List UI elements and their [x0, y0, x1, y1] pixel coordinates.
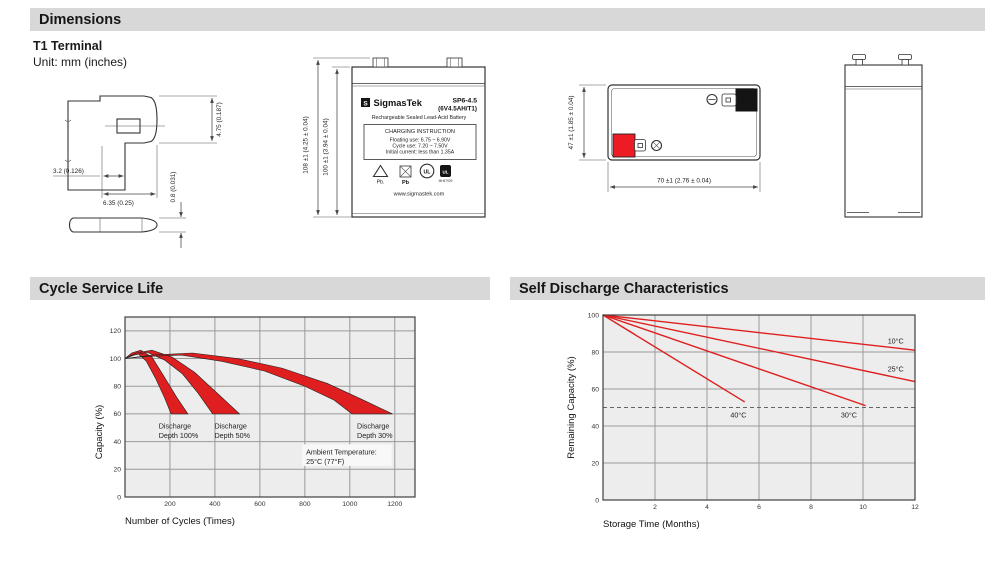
- ul-file-number: MH47929: [438, 178, 453, 183]
- dim-label-3-2: 3.2 (0.126): [53, 168, 84, 175]
- charging-line-3: Initial current: less than 1.35A: [385, 149, 455, 156]
- chart-canvas: [540, 300, 990, 555]
- svg-text:0: 0: [117, 494, 121, 502]
- svg-text:40°C: 40°C: [730, 410, 747, 420]
- terminal-dim-thickness: [159, 172, 186, 248]
- svg-text:80: 80: [591, 349, 599, 357]
- section-header-dimensions: [30, 8, 985, 31]
- side-terminal-right: [899, 55, 912, 60]
- section-header-self-discharge: [510, 277, 985, 300]
- battery-side-outline: [845, 55, 922, 218]
- svg-text:10: 10: [859, 504, 867, 511]
- unit-note: Unit: mm (inches): [33, 55, 128, 69]
- svg-text:100: 100: [109, 355, 121, 363]
- svg-text:Depth 50%: Depth 50%: [214, 430, 251, 440]
- svg-text:UL: UL: [423, 169, 431, 176]
- dim-label-70: 70 ±1 (2.76 ± 0.04): [657, 177, 711, 185]
- svg-text:4: 4: [705, 504, 709, 511]
- svg-text:Discharge: Discharge: [357, 421, 390, 431]
- svg-text:0: 0: [595, 497, 599, 505]
- svg-text:Pb: Pb: [401, 180, 410, 186]
- svg-text:40: 40: [113, 438, 121, 446]
- section-header-cycle-service-life: [30, 277, 490, 300]
- dim-label-47: 47 ±1 (1.85 ± 0.04): [568, 95, 575, 150]
- self-discharge-title: Self Discharge Characteristics: [519, 280, 729, 297]
- model-number: SP6-4.5: [452, 97, 477, 105]
- brand-name: SigmasTek: [373, 98, 422, 108]
- svg-text:2: 2: [653, 504, 657, 511]
- cycle-title: Cycle Service Life: [39, 280, 164, 297]
- front-terminal-left: [373, 58, 388, 67]
- terminal-detail-drawing: [45, 88, 265, 250]
- svg-text:20: 20: [591, 460, 599, 468]
- brand-logo-letter: S: [363, 100, 368, 108]
- model-spec: (6V4.5AH/T1): [438, 105, 477, 113]
- svg-text:Depth 100%: Depth 100%: [158, 430, 199, 440]
- svg-text:Ambient Temperature:: Ambient Temperature:: [306, 447, 377, 457]
- charging-title: CHARGING INSTRUCTION: [385, 129, 455, 135]
- dim-label-6-35: 6.35 (0.25): [103, 200, 134, 207]
- svg-text:800: 800: [299, 501, 311, 508]
- terminal-dim-height: [159, 96, 223, 143]
- front-terminal-right: [447, 58, 462, 67]
- svg-text:25°C (77°F): 25°C (77°F): [306, 456, 345, 466]
- battery-type-line: Rechargeable Sealed Lead-Acid Battery: [371, 115, 467, 121]
- svg-text:Storage Time (Months): Storage Time (Months): [603, 519, 700, 530]
- svg-text:Remaining Capacity (%): Remaining Capacity (%): [566, 356, 577, 459]
- svg-text:100: 100: [587, 312, 599, 320]
- svg-text:600: 600: [254, 501, 266, 508]
- terminal-type-label: T1 Terminal: [33, 39, 103, 53]
- charging-line-1: Floating use: 6.75 ~ 6.90V: [389, 137, 451, 144]
- dim-label-108: 108 ±1 (4.25 ± 0.04): [302, 116, 310, 174]
- svg-text:80: 80: [113, 383, 121, 391]
- svg-text:UL: UL: [442, 169, 449, 175]
- svg-text:120: 120: [109, 328, 121, 336]
- svg-text:60: 60: [591, 386, 599, 394]
- battery-front-view-drawing: [300, 45, 502, 232]
- dim-label-100: 100 ±1 (3.94 ± 0.04): [322, 118, 330, 176]
- svg-text:12: 12: [911, 504, 919, 511]
- battery-side-view-drawing: [835, 45, 925, 232]
- svg-text:1200: 1200: [387, 501, 403, 508]
- charging-line-2: Cycle use: 7.20 ~ 7.50V: [392, 143, 448, 150]
- battery-top-view-drawing: [565, 58, 800, 210]
- ul-listed-mark-icon: [439, 165, 453, 183]
- svg-text:10°C: 10°C: [887, 336, 904, 346]
- dim-label-4-75: 4.75 (0.187): [216, 102, 223, 137]
- svg-text:200: 200: [164, 501, 176, 508]
- chart-canvas: [80, 300, 510, 555]
- svg-text:8: 8: [809, 504, 813, 511]
- dim-label-0-8: 0.8 (0.031): [170, 171, 177, 203]
- svg-text:Capacity (%): Capacity (%): [94, 404, 105, 460]
- svg-text:60: 60: [113, 411, 121, 419]
- svg-text:20: 20: [113, 466, 121, 474]
- svg-text:30°C: 30°C: [840, 410, 857, 420]
- svg-text:40: 40: [591, 423, 599, 431]
- website-text: www.sigmastek.com: [393, 191, 445, 198]
- cycle-service-life-chart: [80, 300, 510, 555]
- svg-text:Discharge: Discharge: [214, 421, 247, 431]
- svg-text:400: 400: [209, 501, 221, 508]
- self-discharge-chart: [540, 300, 990, 555]
- svg-text:25°C: 25°C: [887, 364, 904, 374]
- dimensions-title: Dimensions: [39, 11, 122, 28]
- side-terminal-left: [853, 55, 866, 60]
- top-dim-height: [568, 85, 606, 160]
- svg-text:Pb.: Pb.: [376, 179, 385, 186]
- svg-text:Number of Cycles (Times): Number of Cycles (Times): [125, 516, 235, 527]
- terminal-strip-shape: [70, 218, 158, 232]
- svg-text:1000: 1000: [342, 501, 358, 508]
- terminal-type-block: [33, 38, 127, 70]
- svg-text:Depth 30%: Depth 30%: [357, 430, 393, 440]
- svg-text:6: 6: [757, 504, 761, 511]
- svg-text:Discharge: Discharge: [158, 421, 192, 431]
- top-dim-width: [608, 162, 760, 192]
- front-dim-inner-height: [323, 67, 351, 215]
